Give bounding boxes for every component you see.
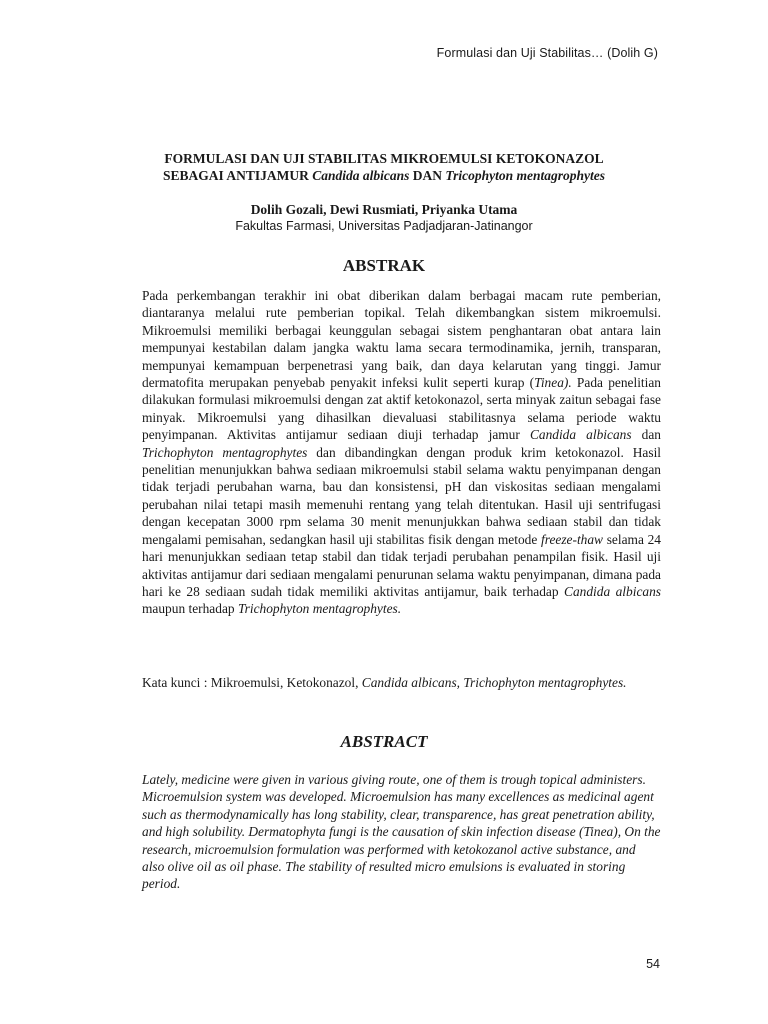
title-species-2: Tricophyton mentagrophytes [445,168,606,183]
abstrak-text: dan dibandingkan dengan produk krim ketokonazol. Hasil penelitian menunjukkan bahwa sediaan mikroemulsi stabil selama waktu penyimpanan dengan tidak terjadi perubahan warna, bau dan konsistensi, pH dan viskositas sediaan mengalami perubahan nilai tetapi masih memenuhi rentang yang telah ditentukan. Hasil uji sentrifugasi dengan kecepatan 3000 rpm selama 30 menit menunjukkan bahwa sediaan stabil dan tidak mengalami pemisahan, sedangkan hasil uji stabilitas fisik dengan metode [142,444,662,547]
affiliation: Fakultas Farmasi, Universitas Padjadjaran-Jatinangor [235,219,533,233]
title-species-1: Candida albicans [312,168,410,183]
page-number: 54 [646,957,660,971]
authors: Dolih Gozali, Dewi Rusmiati, Priyanka Utama [250,202,518,217]
running-header: Formulasi dan Uji Stabilitas… (Dolih G) [436,46,658,60]
abstrak-italic: Trichophyton mentagrophytes. [237,601,402,617]
abstrak-italic: freeze-thaw [541,531,603,547]
keywords-italic: Candida albicans, Trichophyton mentagrophytes. [361,675,627,690]
abstrak-text: maupun terhadap [142,601,238,617]
abstract-paragraph: Lately, medicine were given in various giving route, one of them is trough topical administers. Microemulsion system was developed. Microemulsion has many excellences as medicinal agent such as thermodynamically has long stability, clear, transparence, has great penetration ability, and high solubility. Dermatophyta fungi is the causation of skin infection disease (Tinea), On the research, microemulsion formulation was performed with ketokozanol active substance, and also olive oil as oil phase. The stability of resulted micro emulsions is evaluated in storing period. [142,772,661,892]
abstrak-text: selama 24 hari menunjukkan sediaan tetap stabil dan tidak terjadi perubahan penampilan fisik. Hasil uji aktivitas antijamur dari sediaan mengalami penurunan selama waktu penyimpanan, dimana pada hari ke 28 sediaan sudah tidak memiliki aktivitas antijamur, baik terhadap [142,531,662,599]
title-line-2 [0,167,768,184]
abstrak-italic: Trichophyton mentagrophytes [142,444,308,460]
paper-title [0,150,768,184]
keywords-label: Kata kunci : Mikroemulsi, Ketokonazol, [142,675,362,690]
abstrak-text: Pada perkembangan terakhir ini obat diberikan dalam berbagai macam rute pemberian, diantaranya melalui rute pemberian topikal. Telah dikembangkan sistem mikroemulsi. Mikroemulsi memiliki berbagai keunggulan sebagai sistem penghantaran obat antara lain mempunyai kestabilan dalam jangka waktu lama secara termodinamika, jernih, transparan, mempunyai kemampuan berpenetrasi yang baik, dan daya kelarutan yang tinggi. Jamur dermatofita merupakan penyebab penyakit infeksi kulit seperti kurap ( [142,288,661,391]
abstrak-text: dan [631,427,662,443]
title-line-1: FORMULASI DAN UJI STABILITAS MIKROEMULSI KETOKONAZOL [164,151,604,166]
abstrak-italic: Candida albicans [529,427,632,443]
abstrak-italic: Tinea). [534,375,572,391]
abstrak-paragraph [142,287,661,618]
abstract-heading: ABSTRACT [340,732,428,751]
abstrak-italic: Candida albicans [564,583,661,599]
abstrak-text: Pada penelitian dilakukan formulasi mikroemulsi dengan zat aktif ketokonazol, serta minyak zaitun sebagai fase minyak. Mikroemulsi yang dihasilkan dievaluasi stabilitasnya selama periode waktu penyimpanan. Aktivitas antijamur sediaan diuji terhadap jamur [142,375,661,443]
title-text: DAN [409,168,446,183]
abstrak-heading: ABSTRAK [342,256,426,275]
title-text: SEBAGAI ANTIJAMUR [162,168,313,183]
keywords [142,674,661,691]
